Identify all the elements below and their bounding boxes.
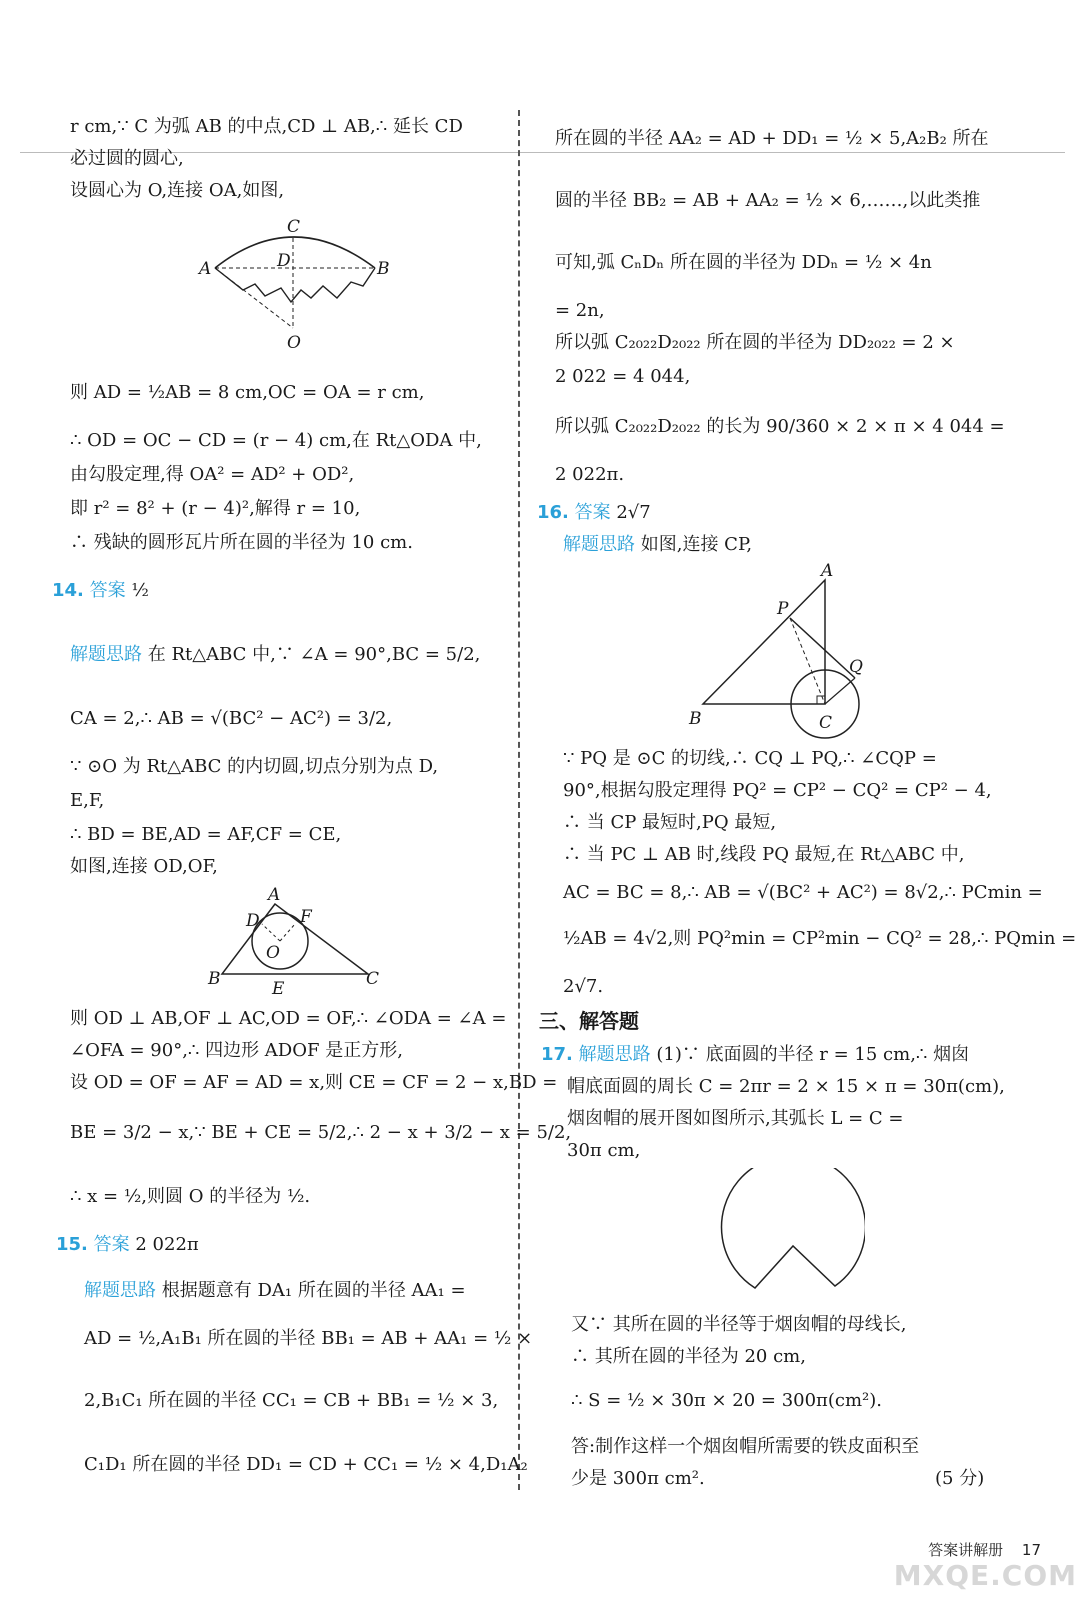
q17-line1-row: [541, 1042, 969, 1068]
q15-line1: 根据题意有 DA₁ 所在圆的半径 AA₁ =: [161, 1280, 466, 1301]
watermark: MXQE.COM: [893, 1559, 1077, 1592]
q15-line6: 圆的半径 BB₂ = AB + AA₂ = ½ × 6,……,以此类推: [555, 190, 981, 211]
q16-number: 16.: [537, 502, 569, 523]
q13-line5: ∴ OD = OC − CD = (r − 4) cm,在 Rt△ODA 中,: [70, 430, 482, 451]
q15-line4: C₁D₁ 所在圆的半径 DD₁ = CD + CC₁ = ½ × 4,D₁A₂: [84, 1454, 528, 1475]
fig14-label-D: D: [246, 911, 260, 931]
q15-header: [56, 1232, 199, 1258]
q17-line7: ∴ S = ½ × 30π × 20 = 300π(cm²).: [571, 1390, 883, 1411]
q17-score: (5 分): [935, 1468, 985, 1489]
q16-line7: ½AB = 4√2,则 PQ²min = CP²min − CQ² = 28,∴ PQmin =: [563, 928, 1077, 949]
q16-line8: 2√7.: [563, 976, 604, 997]
page-footer: [928, 1539, 1041, 1560]
q17-line6: ∴ 其所在圆的半径为 20 cm,: [571, 1346, 806, 1367]
q15-line7: 可知,弧 CₙDₙ 所在圆的半径为 DDₙ = ½ × 4n: [555, 252, 932, 273]
fig14-label-O: O: [266, 943, 280, 963]
q16-line3: 90°,根据勾股定理得 PQ² = CP² − CQ² = CP² − 4,: [563, 780, 992, 801]
q14-line11: ∴ x = ½,则圆 O 的半径为 ½.: [70, 1186, 311, 1207]
q14-line4: E,F,: [70, 790, 105, 811]
q16-answer-label: 答案: [574, 502, 611, 523]
q14-line7: 则 OD ⊥ AB,OF ⊥ AC,OD = OF,∴ ∠ODA = ∠A =: [70, 1008, 507, 1029]
q17-line5: 又∵ 其所在圆的半径等于烟囱帽的母线长,: [571, 1314, 907, 1335]
q15-number: 15.: [56, 1234, 88, 1255]
q15-idea-label: 解题思路: [84, 1280, 156, 1301]
q15-line10: 2 022 = 4 044,: [555, 366, 691, 387]
q17-line9: 少是 300π cm².: [571, 1468, 705, 1489]
page-number: 17: [1021, 1541, 1041, 1559]
q14-answer: ½: [131, 580, 149, 601]
q14-line10: BE = 3/2 − x,∵ BE + CE = 5/2,∴ 2 − x + 3/2 − x = 5/2,: [70, 1122, 572, 1143]
q14-answer-label: 答案: [89, 580, 126, 601]
q14-line1: 在 Rt△ABC 中,∵ ∠A = 90°,BC = 5/2,: [147, 644, 481, 665]
q16-line4: ∴ 当 CP 最短时,PQ 最短,: [563, 812, 777, 833]
q14-line6: 如图,连接 OD,OF,: [70, 856, 218, 877]
q15-line1-row: [84, 1278, 466, 1304]
q16-answer: 2√7: [616, 502, 651, 523]
q14-line1-row: [70, 642, 480, 668]
fig13-label-A: A: [199, 259, 212, 279]
q14-line5: ∴ BD = BE,AD = AF,CF = CE,: [70, 824, 342, 845]
q16-line5: ∴ 当 PC ⊥ AB 时,线段 PQ 最短,在 Rt△ABC 中,: [563, 844, 965, 865]
q13-line3: 设圆心为 O,连接 OA,如图,: [70, 180, 285, 201]
q17-figure: [695, 1168, 865, 1308]
q13-line2: 必过圆的圆心,: [70, 148, 184, 169]
q16-line2: ∵ PQ 是 ⊙C 的切线,∴ CQ ⊥ PQ,∴ ∠CQP =: [563, 748, 937, 769]
fig16-label-B: B: [689, 709, 702, 729]
fig16-label-Q: Q: [849, 657, 863, 677]
q15-line3: 2,B₁C₁ 所在圆的半径 CC₁ = CB + BB₁ = ½ × 3,: [84, 1390, 499, 1411]
q17-line1: (1)∵ 底面圆的半径 r = 15 cm,∴ 烟囱: [656, 1044, 970, 1065]
q14-line9: 设 OD = OF = AF = AD = x,则 CE = CF = 2 − x,BD =: [70, 1072, 558, 1093]
q17-line2: 帽底面圆的周长 C = 2πr = 2 × 15 × π = 30π(cm),: [567, 1076, 1005, 1097]
q15-line12: 2 022π.: [555, 464, 625, 485]
fig16-label-P: P: [777, 599, 789, 619]
q15-line11: 所以弧 C₂₀₂₂D₂₀₂₂ 的长为 90/360 × 2 × π × 4 044 =: [555, 416, 1005, 437]
fig14-label-F: F: [300, 907, 312, 927]
q13-figure: [195, 216, 395, 356]
fig14-label-A: A: [268, 886, 281, 905]
q14-figure: [200, 886, 390, 1001]
section-heading: 三、解答题: [539, 1009, 639, 1033]
fig13-label-B: B: [377, 259, 390, 279]
q15-line9: 所以弧 C₂₀₂₂D₂₀₂₂ 所在圆的半径为 DD₂₀₂₂ = 2 ×: [555, 332, 955, 353]
q16-line6: AC = BC = 8,∴ AB = √(BC² + AC²) = 8√2,∴ PCmin =: [563, 882, 1043, 903]
q16-header: [537, 500, 651, 526]
fig14-label-E: E: [272, 979, 285, 999]
q14-header: [52, 578, 149, 604]
q15-line2: AD = ½,A₁B₁ 所在圆的半径 BB₁ = AB + AA₁ = ½ ×: [84, 1328, 533, 1349]
q13-line4: 则 AD = ½AB = 8 cm,OC = OA = r cm,: [70, 382, 425, 403]
q17-line8: 答:制作这样一个烟囱帽所需要的铁皮面积至: [571, 1436, 920, 1457]
q15-line8: = 2n,: [555, 300, 605, 321]
fig13-label-D: D: [277, 251, 291, 271]
q17-line3: 烟囱帽的展开图如图所示,其弧长 L = C =: [567, 1108, 904, 1129]
fig14-label-C: C: [366, 969, 380, 989]
q17-line4: 30π cm,: [567, 1140, 641, 1161]
q13-line8: ∴ 残缺的圆形瓦片所在圆的半径为 10 cm.: [70, 532, 413, 553]
footer-label: 答案讲解册: [928, 1541, 1004, 1559]
fig14-label-B: B: [208, 969, 221, 989]
q14-line8: ∠OFA = 90°,∴ 四边形 ADOF 是正方形,: [70, 1040, 403, 1061]
q14-idea-label: 解题思路: [70, 644, 142, 665]
q13-line7: 即 r² = 8² + (r − 4)²,解得 r = 10,: [70, 498, 361, 519]
q17-idea-label: 解题思路: [578, 1044, 651, 1065]
q15-answer-label: 答案: [93, 1234, 130, 1255]
fig16-label-A: A: [821, 561, 834, 581]
q16-figure: [685, 560, 875, 740]
q15-line5: 所在圆的半径 AA₂ = AD + DD₁ = ½ × 5,A₂B₂ 所在: [555, 128, 989, 149]
q13-line6: 由勾股定理,得 OA² = AD² + OD²,: [70, 464, 355, 485]
fig16-label-C: C: [819, 713, 833, 733]
q14-line3: ∵ ⊙O 为 Rt△ABC 的内切圆,切点分别为点 D,: [70, 756, 439, 777]
fig13-label-O: O: [287, 333, 301, 353]
column-divider: [518, 110, 520, 1490]
q16-line1: 如图,连接 CP,: [640, 534, 753, 555]
q14-number: 14.: [52, 580, 84, 601]
q16-idea-label: 解题思路: [563, 534, 635, 555]
q13-line1: r cm,∵ C 为弧 AB 的中点,CD ⊥ AB,∴ 延长 CD: [70, 116, 463, 137]
q17-number: 17.: [541, 1044, 573, 1065]
q15-answer: 2 022π: [135, 1234, 199, 1255]
fig13-label-C: C: [287, 217, 301, 237]
q16-line1-row: [563, 532, 752, 558]
q14-line2: CA = 2,∴ AB = √(BC² − AC²) = 3/2,: [70, 708, 393, 729]
